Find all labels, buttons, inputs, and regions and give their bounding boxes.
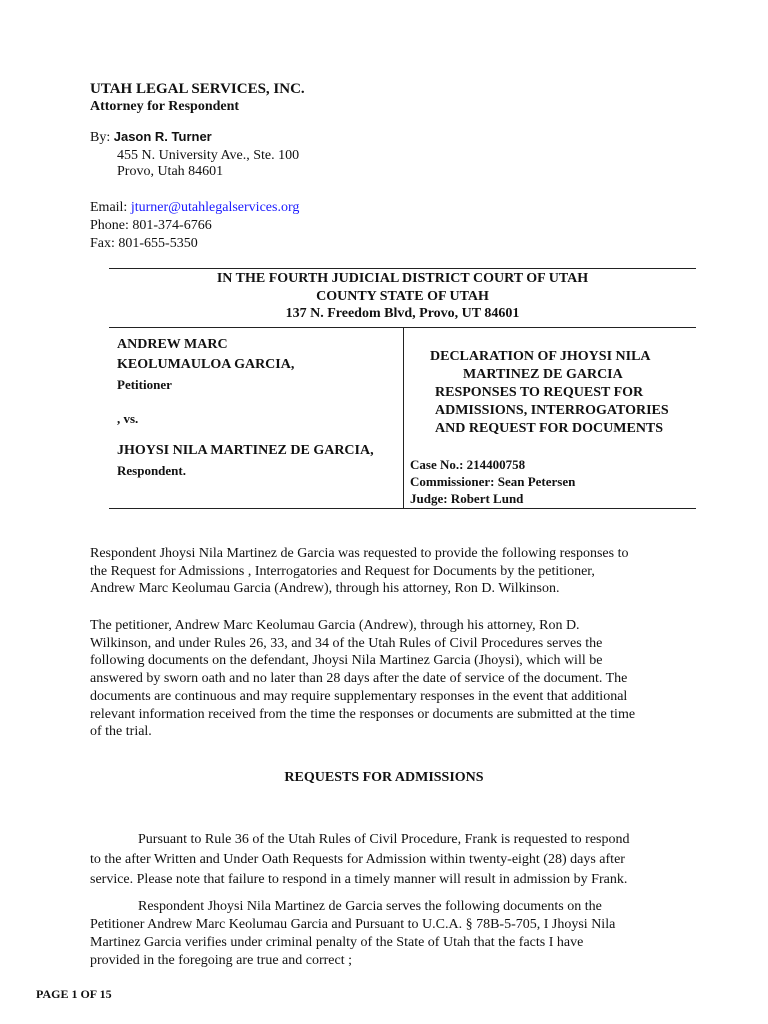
versus-label: , vs. [117, 411, 139, 426]
paragraph-line: Wilkinson, and under Rules 26, 33, and 34 of the Utah Rules of Civil Procedures serves the [90, 635, 603, 651]
paragraph-line: Pursuant to Rule 36 of the Utah Rules of Civil Procedure, Frank is requested to respond [138, 832, 630, 847]
declaration-title-line-3: RESPONSES TO REQUEST FOR [435, 385, 644, 400]
declaration-title-line-2: MARTINEZ DE GARCIA [463, 367, 623, 382]
paragraph-line: documents are continuous and may require supplementary responses in the event that additional [90, 688, 628, 704]
court-heading [109, 270, 696, 323]
by-label: By: [90, 130, 111, 145]
court-line-1: IN THE FOURTH JUDICIAL DISTRICT COURT OF UTAH [216, 271, 589, 286]
court-line-2: COUNTY STATE OF UTAH [316, 288, 489, 304]
caption-bottom-rule [109, 508, 696, 509]
petitioner-label: Petitioner [117, 377, 172, 392]
judge-name: Judge: Robert Lund [410, 491, 524, 506]
paragraph-line: Petitioner Andrew Marc Keolumau Garcia and Pursuant to U.C.A. § 78B-5-705, I Jhoysi Nila [90, 917, 616, 932]
paragraph-line: provided in the foregoing are true and correct ; [90, 953, 353, 968]
section-heading: REQUESTS FOR ADMISSIONS [284, 770, 484, 785]
court-line-3: 137 N. Freedom Blvd, Provo, UT 84601 [285, 306, 520, 321]
attorney-name: Jason R. Turner [113, 129, 212, 144]
petitioner-name-line-1: ANDREW MARC [117, 337, 228, 352]
commissioner-name: Commissioner: Sean Petersen [410, 474, 576, 489]
paragraph-petitioner-rules [90, 617, 690, 741]
page-number: PAGE 1 OF 15 [36, 987, 112, 1001]
paragraph-line: the Request for Admissions , Interrogatories and Request for Documents by the petitioner, [90, 563, 595, 579]
paragraph-line: to the after Written and Under Oath Requests for Admission within twenty-eight (28) days after [90, 852, 625, 867]
attorney-role: Attorney for Respondent [90, 99, 240, 114]
case-number: Case No.: 214400758 [410, 457, 526, 472]
caption-top-rule [109, 268, 696, 269]
declaration-title-line-5: AND REQUEST FOR DOCUMENTS [435, 421, 664, 436]
attorney-line [90, 128, 212, 146]
paragraph-line: Andrew Marc Keolumau Garcia (Andrew), through his attorney, Ron D. Wilkinson. [90, 581, 560, 597]
fax-line: Fax: 801-655-5350 [90, 236, 198, 251]
respondent-label: Respondent. [117, 463, 186, 478]
address-line-1: 455 N. University Ave., Ste. 100 [117, 148, 300, 163]
phone-line: Phone: 801-374-6766 [90, 218, 212, 233]
paragraph-line: Martinez Garcia verifies under criminal penalty of the State of Utah that the facts I have [90, 935, 584, 950]
paragraph-line: The petitioner, Andrew Marc Keolumau Garcia (Andrew), through his attorney, Ron D. [90, 618, 580, 633]
address-line-2: Provo, Utah 84601 [117, 164, 224, 179]
paragraph-line: service. Please note that failure to respond in a timely manner will result in admission by Frank. [90, 872, 628, 887]
email-label: Email: [90, 200, 128, 215]
law-firm-name: UTAH LEGAL SERVICES, INC. [90, 81, 305, 97]
email-line [90, 199, 299, 216]
paragraph-intro [90, 545, 690, 598]
declaration-title-line-4: ADMISSIONS, INTERROGATORIES [435, 403, 669, 418]
paragraph-line: following documents on the defendant, Jhoysi Nila Martinez Garcia (Jhoysi), which will be [90, 653, 603, 669]
petitioner-name [117, 335, 294, 375]
paragraph-line: Respondent Jhoysi Nila Martinez de Garcia serves the following documents on the [138, 899, 602, 914]
paragraph-line: Respondent Jhoysi Nila Martinez de Garcia was requested to provide the following responses to [90, 546, 629, 561]
declaration-title-line-1: DECLARATION OF JHOYSI NILA [430, 349, 651, 364]
caption-divider [403, 327, 404, 508]
email-link[interactable]: jturner@utahlegalservices.org [130, 200, 300, 215]
petitioner-name-line-2: KEOLUMAULOA GARCIA, [117, 357, 295, 372]
paragraph-line: of the trial. [90, 724, 152, 740]
respondent-name: JHOYSI NILA MARTINEZ DE GARCIA, [117, 443, 374, 458]
paragraph-line: relevant information received from the time the responses or documents are submitted at the time [90, 706, 636, 722]
paragraph-line: answered by sworn oath and no later than 28 days after the date of service of the document. The [90, 671, 628, 687]
paragraph-rule-36 [90, 830, 690, 890]
paragraph-verification [90, 898, 690, 970]
